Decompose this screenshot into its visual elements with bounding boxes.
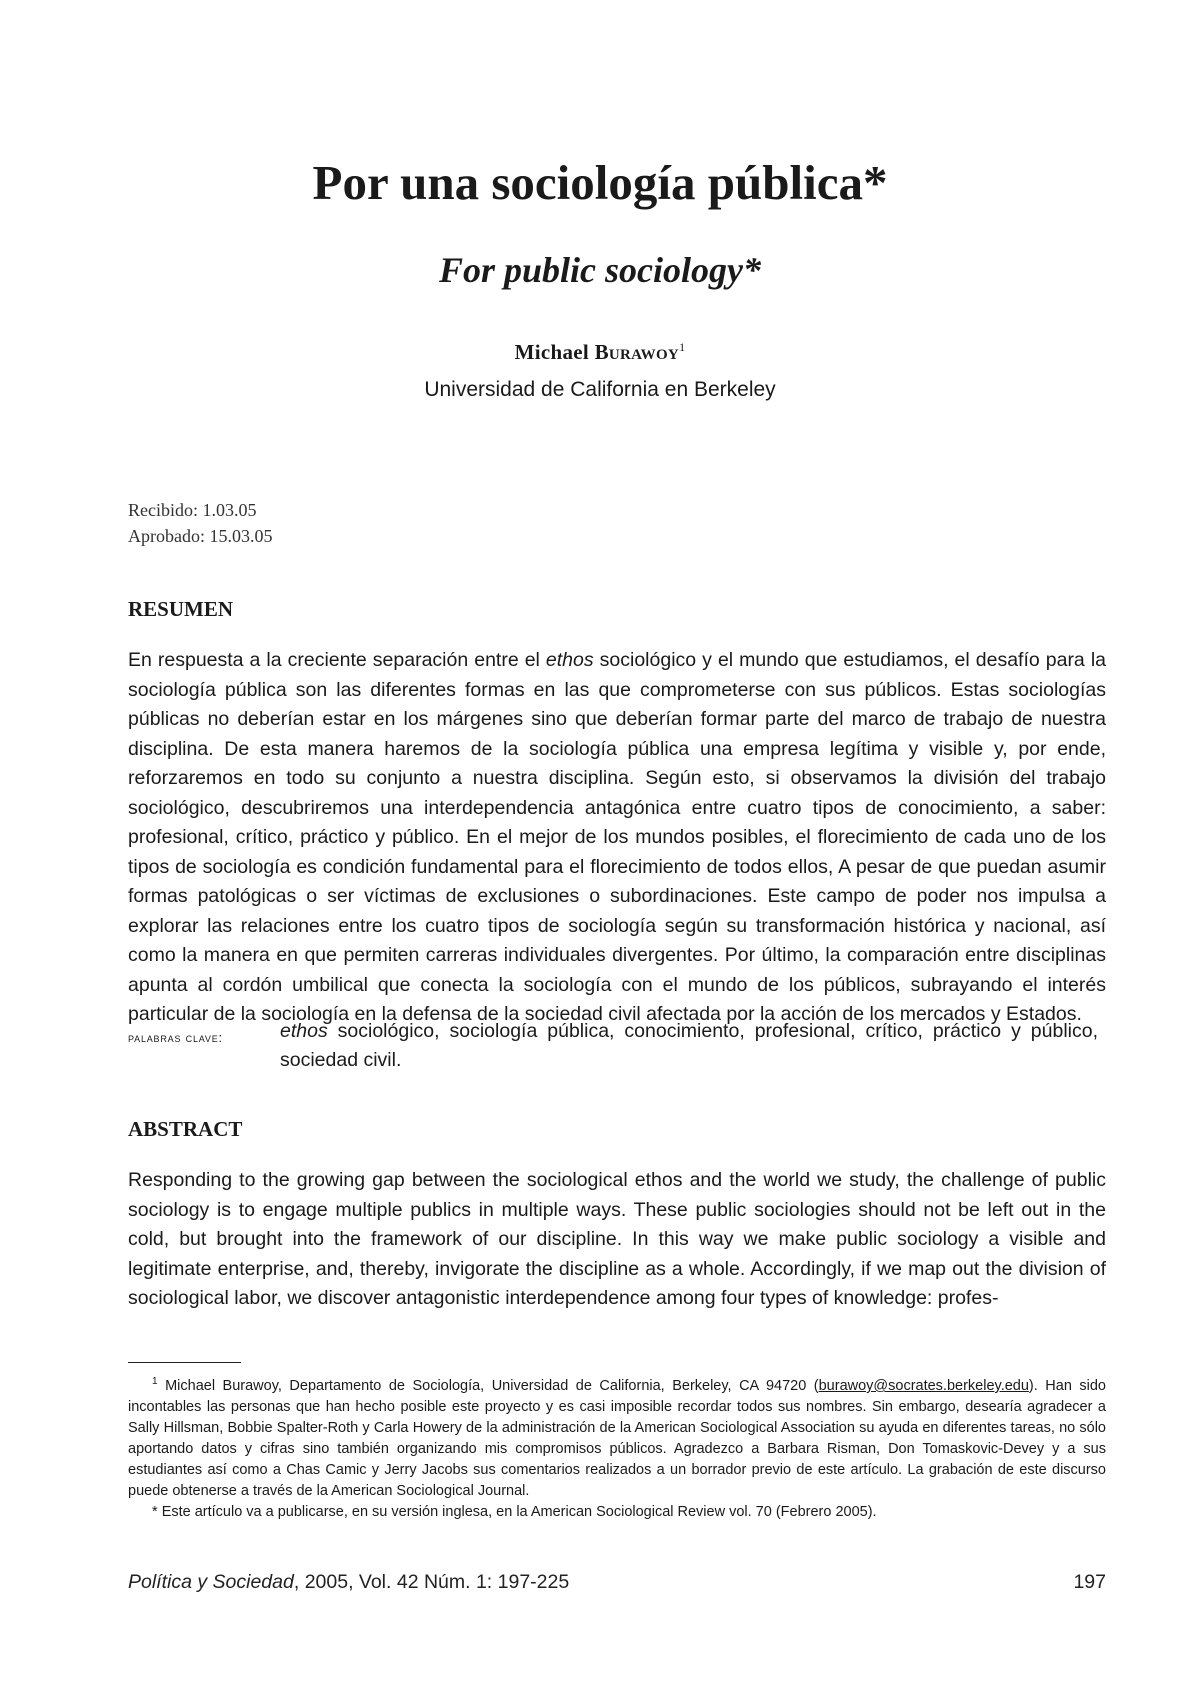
article-dates xyxy=(128,497,272,549)
author-surname: Burawoy xyxy=(594,340,680,364)
article-subtitle: For public sociology* xyxy=(439,250,761,290)
footnote-1 xyxy=(128,1371,1106,1502)
footnote-star-text: Este artículo va a publicarse, en su versión inglesa, en la American Sociological Review vol. 70 (Febrero 2005). xyxy=(161,1503,877,1520)
author-email-link[interactable]: burawoy@socrates.berkeley.edu xyxy=(818,1377,1029,1394)
approved-date: Aprobado: 15.03.05 xyxy=(128,526,273,546)
page-number: 197 xyxy=(1073,1571,1106,1593)
abstract-heading: ABSTRACT xyxy=(128,1117,243,1141)
resumen-paragraph xyxy=(128,646,1106,1030)
author-footnote-mark: 1 xyxy=(679,340,686,354)
abstract-paragraph: Responding to the growing gap between the sociological ethos and the world we study, the challenge of public sociology is to engage multiple publics in multiple ways. These public sociologies should not be left out in the cold, but brought into the framework of our discipline. In this way we make public sociology a visible and legitimate enterprise, and, thereby, invigorate the discipline as a whole. Accordingly, if we map out the division of sociological labor, we discover antagonistic interdependence among four types of knowledge: profes- xyxy=(128,1169,1106,1309)
received-date: Recibido: 1.03.05 xyxy=(128,500,257,520)
resumen-heading: RESUMEN xyxy=(128,597,234,621)
journal-details: , 2005, Vol. 42 Núm. 1: 197-225 xyxy=(293,1571,570,1593)
resumen-ethos: ethos xyxy=(545,649,594,671)
keywords-block xyxy=(128,1017,1106,1075)
footnote-1-mark: 1 xyxy=(152,1376,158,1387)
author-first-name: Michael xyxy=(514,340,590,364)
footnote-star-mark: * xyxy=(152,1503,158,1520)
author-name xyxy=(0,340,1200,365)
keywords-label: palabras clave: xyxy=(128,1030,223,1045)
resumen-text-start: En respuesta a la creciente separación entre el xyxy=(128,649,546,671)
footnotes-block xyxy=(128,1371,1106,1523)
footnote-divider xyxy=(128,1362,241,1363)
keywords-text xyxy=(280,1017,1098,1075)
footnote-1-text-start: Michael Burawoy, Departamento de Sociología, Universidad de California, Berkeley, CA 94720 ( xyxy=(165,1377,819,1394)
footnote-star xyxy=(128,1502,1106,1523)
author-affiliation: Universidad de California en Berkeley xyxy=(424,378,776,401)
resumen-text-rest: sociológico y el mundo que estudiamos, el desafío para la sociología pública son las diferentes formas en las que comprometerse con sus públicos. Estas sociologías públicas no deberían estar en los márgenes sino que deberían formar parte del marco de trabajo de nuestra disciplina. De esta manera haremos de la sociología pública una empresa legítima y visible y, por ende, reforzaremos en todo su conjunto a nuestra disciplina. Según esto, si observamos la división del trabajo sociológico, descubriremos una interdependencia antagónica entre cuatro tipos de conocimiento, a saber: profesional, crítico, práctico y público. En el mejor de los mundos posibles, el florecimiento de cada uno de los tipos de sociología es condición fundamental para el florecimiento de todos ellos, A pesar de que puedan asumir formas patológicas o ser víctimas de exclusiones o subordinaciones. Este campo de poder nos impulsa a explorar las relaciones entre los cuatro tipos de sociología según su transformación histórica y nacional, así como la manera en que permiten carreras individuales divergentes. Por último, la comparación entre disciplinas apunta al cordón umbilical que conecta la sociología con el mundo de los públicos, subrayando el interés particular de la sociología en la defensa de la sociedad civil afectada por la acción de los mercados y Estados. xyxy=(128,649,1106,1025)
keywords-list: sociológico, sociología pública, conocimiento, profesional, crítico, práctico y público, sociedad civil. xyxy=(280,1020,1098,1071)
article-title: Por una sociología pública* xyxy=(312,155,888,210)
keywords-ethos: ethos xyxy=(280,1020,328,1042)
journal-name: Política y Sociedad xyxy=(128,1571,294,1593)
journal-citation xyxy=(128,1571,569,1594)
footnote-1-text-rest: ). Han sido incontables las personas que han hecho posible este proyecto y es casi imposible recordar todos sus nombres. Sin embargo, desearía agradecer a Sally Hillsman, Bobbie Spalter-Roth y Carla Howery de la administración de la American Sociological Association su ayuda en diferentes tareas, no sólo aportando datos y cifras sino también organizando mis compromisos públicos. Agradezco a Barbara Risman, Don Tomaskovic-Devey y a sus estudiantes así como a Chas Camic y Jerry Jacobs sus comentarios realizados a un borrador previo de este artículo. La grabación de este discurso puede obtenerse a través de la American Sociological Journal. xyxy=(128,1377,1106,1499)
